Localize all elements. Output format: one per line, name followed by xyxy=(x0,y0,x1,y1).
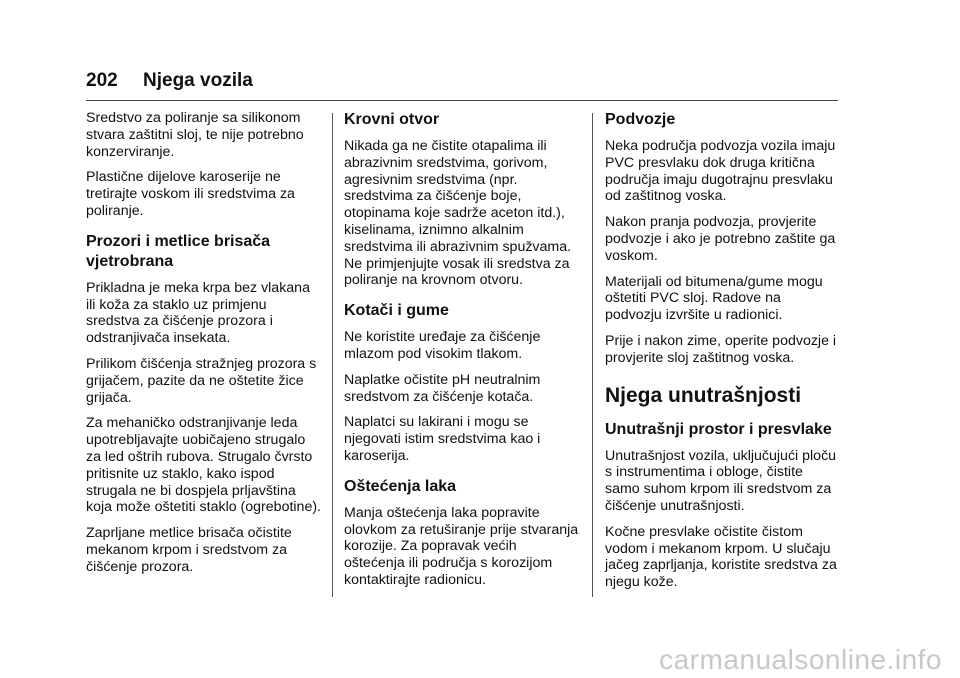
paragraph: Plastične dijelove karoserije ne tretirajte voskom ili sredstvima za poliranje. xyxy=(86,169,295,219)
column-1 xyxy=(86,110,322,585)
heading-paint-damage: Oštećenja laka xyxy=(344,477,457,495)
paragraph: Neka područja podvozja vozila imaju PVC presvlaku dok druga kritična područja imaju dugotrajnu presvlaku od zaštitnog voska. xyxy=(605,138,836,205)
paragraph: Naplatke očistite pH neutralnim sredstvom za čišćenje kotača. xyxy=(344,371,541,405)
page-header xyxy=(86,66,838,101)
paragraph: Za mehaničko odstranjivanje leda upotrebljavajte uobičajeno strugalo za led oštrih rubova. Strugalo čvrsto pritisnite uz staklo, kako ispod strugala ne bi dospjela prljavština koja može oštetiti staklo (ogrebotine). xyxy=(86,415,321,516)
watermark: carmanualsonline.info xyxy=(659,644,942,675)
paragraph: Prikladna je meka krpa bez vlakana ili koža za staklo uz primjenu sredstva za čišćenje prozora i odstranjivača insekata. xyxy=(86,279,310,347)
paragraph: Prilikom čišćenja stražnjeg prozora s grijačem, pazite da ne oštetite žice grijača. xyxy=(86,355,317,406)
paragraph: Manja oštećenja laka popravite olovkom za retuširanje prije stvaranja korozije. Za popravak većih oštećenja ili područja s korozijom kontaktirajte radionicu. xyxy=(344,504,579,588)
paragraph: Nakon pranja podvozja, provjerite podvozje i ako je potrebno zaštite ga voskom. xyxy=(605,214,836,264)
column-divider-2 xyxy=(592,113,593,597)
heading-interior-upholstery: Unutrašnji prostor i presvlake xyxy=(605,420,832,438)
heading-underbody: Podvozje xyxy=(605,111,676,128)
heading-wheels-tyres: Kotači i gume xyxy=(344,302,449,320)
paragraph: Ne koristite uređaje za čišćenje mlazom pod visokim tlakom. xyxy=(344,329,541,362)
paragraph: Kočne presvlake očistite čistom vodom i mekanom krpom. U slučaju jačeg zaprljanja, koristite sredstva za njegu kože. xyxy=(605,523,837,591)
section-heading-interior-care: Njega unutrašnjosti xyxy=(605,383,802,407)
paragraph: Sredstvo za poliranje sa silikonom stvara zaštitni sloj, te nije potrebno konzerviranje. xyxy=(86,110,304,160)
paragraph: Prije i nakon zime, operite podvozje i provjerite sloj zaštitnog voska. xyxy=(605,332,837,366)
paragraph: Zaprljane metlice brisača očistite mekanom krpom i sredstvom za čišćenje prozora. xyxy=(86,525,292,575)
paragraph: Naplatci su lakirani i mogu se njegovati istim sredstvima kao i karoserija. xyxy=(344,414,541,464)
paragraph: Nikada ga ne čistite otapalima ili abrazivnim sredstvima, gorivom, agresivnim sredstvima (npr. sredstvima za čišćenje boje, otopinama koje sadrže aceton itd.), kiselinama, iznimno alkalnim sredstvima ili abrazivnim spužvama. Ne primjenjujte vosak ili sredstva za poliranje na krovnom otvoru. xyxy=(344,138,572,289)
page-number: 202 xyxy=(86,70,118,91)
heading-sunroof: Krovni otvor xyxy=(344,111,440,128)
column-divider-1 xyxy=(332,113,333,597)
heading-windows-wipers: Prozori i metlice brisača vjetrobrana xyxy=(86,232,271,270)
page-title: Njega vozila xyxy=(143,70,253,91)
column-3 xyxy=(605,110,841,600)
paragraph: Materijali od bitumena/gume mogu oštetiti PVC sloj. Radove na podvozju izvršite u radionici. xyxy=(605,273,823,324)
column-2 xyxy=(344,110,580,598)
paragraph: Unutrašnjost vozila, uključujući ploču s instrumentima i obloge, čistite samo suhom krpom ili sredstvom za čišćenje unutrašnjosti. xyxy=(605,447,837,514)
